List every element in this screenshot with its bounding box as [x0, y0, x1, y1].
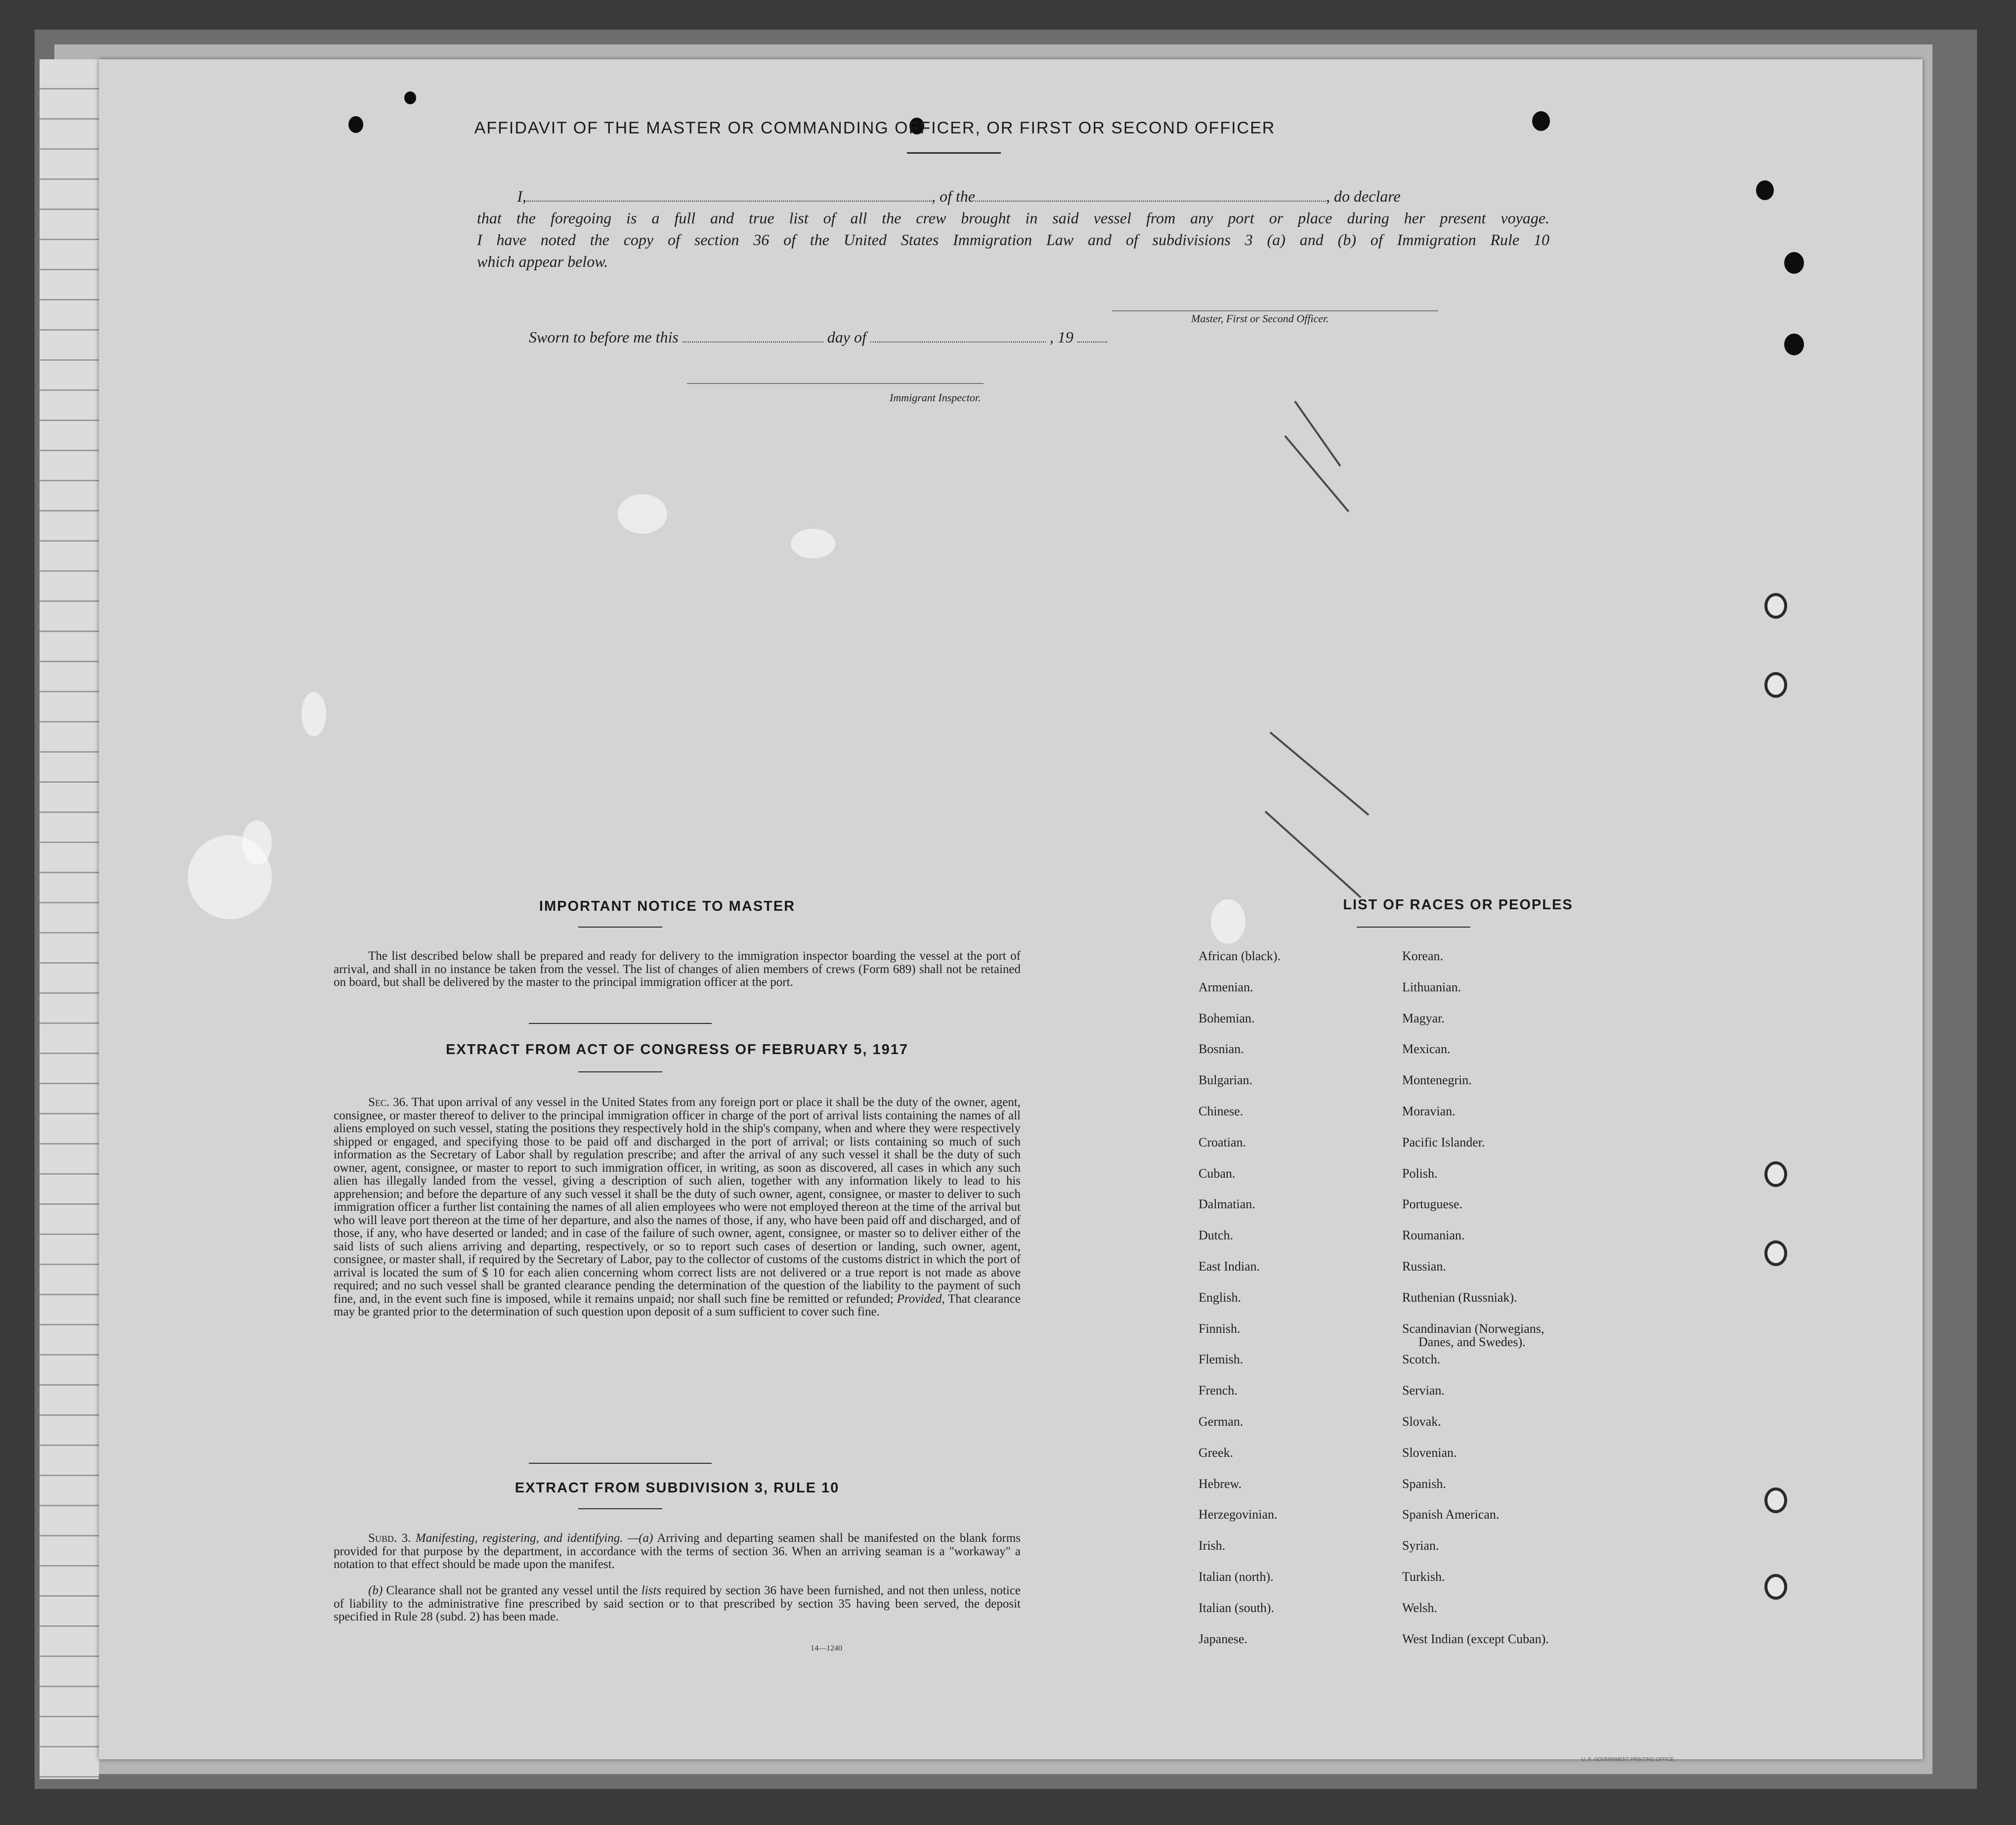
- subd-b-text-2: required by section 36 have been furnished, and not then unless, notice of liability to the administrative fine prescribed by said section or to that prescribed by section 35 having been served, the deposit specified in Rule 28 (subd. 2) has been made.: [334, 1584, 1021, 1623]
- subd-a-text: Arriving and departing seamen shall be manifested on the blank forms provided for that purpose by the department, in accordance with the terms of section 36. When an arriving seaman is a "workaway" a notation to that effect should be made upon the manifest.: [334, 1531, 1021, 1571]
- rule-extract-rule: [578, 1508, 662, 1509]
- notice-text-body: The list described below shall be prepared and ready for delivery to the immigration inspector boarding the vessel at the port of arrival, and shall in no instance be taken from the vessel. The list of changes of alien members of crews (Form 689) shall not be retained on board, but shall be delivered by the master to the principal immigration officer at the port.: [334, 949, 1021, 989]
- water-stain: [618, 494, 667, 534]
- punch-hole-icon: [1532, 111, 1550, 131]
- race-item: Chinese.: [1199, 1104, 1244, 1118]
- race-item: Montenegrin.: [1402, 1073, 1472, 1088]
- race-item: African (black).: [1199, 949, 1281, 963]
- subd-heading: Manifesting, registering, and identifying.: [415, 1531, 623, 1545]
- race-item: Magyar.: [1402, 1011, 1445, 1025]
- sworn-day-of: day of: [827, 328, 866, 346]
- act-extract-rule: [578, 1071, 662, 1072]
- race-item: Spanish American.: [1402, 1507, 1500, 1522]
- inspector-caption: Immigrant Inspector.: [890, 391, 981, 404]
- race-item: Mexican.: [1402, 1042, 1451, 1057]
- race-item: Korean.: [1402, 949, 1444, 963]
- race-item: Dutch.: [1199, 1228, 1234, 1243]
- ledger-strip: [40, 59, 99, 1779]
- sec-36-label: Sec. 36.: [368, 1096, 409, 1109]
- race-item: Slovak.: [1402, 1414, 1441, 1429]
- race-item: Bosnian.: [1199, 1042, 1244, 1057]
- race-item: Welsh.: [1402, 1600, 1437, 1615]
- race-item: Cuban.: [1199, 1166, 1236, 1181]
- race-item: Roumanian.: [1402, 1228, 1465, 1243]
- punch-hole-icon: [1756, 180, 1774, 200]
- race-item: Turkish.: [1402, 1570, 1445, 1584]
- subd-label: Subd. 3.: [368, 1531, 411, 1545]
- race-item: Lithuanian.: [1402, 979, 1461, 994]
- affidavit-of-the-label: , of the: [932, 187, 975, 205]
- race-item: German.: [1199, 1414, 1244, 1429]
- race-item: Pacific Islander.: [1402, 1135, 1485, 1149]
- form-number: 14—1240: [811, 1644, 842, 1653]
- sec-36-end: That clearance may be granted prior to the determination of such question upon deposit of a sum sufficient to cover such fine.: [334, 1292, 1021, 1318]
- race-item: Greek.: [1199, 1445, 1234, 1460]
- race-item: Spanish.: [1402, 1476, 1446, 1491]
- master-caption: Master, First or Second Officer.: [1191, 312, 1329, 325]
- act-divider: [529, 1463, 712, 1464]
- affidavit-i-label: I,: [517, 187, 526, 205]
- race-item: Dalmatian.: [1199, 1197, 1255, 1212]
- sworn-month-field[interactable]: [870, 341, 1046, 342]
- race-item: Hebrew.: [1199, 1476, 1242, 1491]
- notice-divider: [529, 1023, 712, 1024]
- pen-stroke: [1265, 811, 1362, 898]
- act-extract-title: EXTRACT FROM ACT OF CONGRESS OF FEBRUARY 5, 1917: [445, 1042, 909, 1058]
- water-stain: [242, 820, 272, 865]
- sec-36-body: That upon arrival of any vessel in the United States from any foreign port or place it shall be the duty of the owner, agent, consignee, or master thereof to deliver to the principal immigration officer in charge of the port of arrival lists containing the names of all aliens employed on such vessel, stating the positions they respectively hold in the ship's company, when and where they were respectively shipped or engaged, and specifying those to be paid off and discharged in the port of arrival; or lists containing so much of such information as the Secretary of Labor shall by regulation prescribe; and after the arrival of any such vessel it shall be the duty of such owner, agent, consignee, or master to report to such immigration officer, in writing, as soon as discovered, all cases in which any such alien has illegally landed from the vessel, giving a description of such alien, together with any information likely to lead to his apprehension; and before the departure of any such vessel it shall be the duty of such owner, agent, consignee, or master to deliver to such immigration officer a further list containing the names of all alien employees who were not employed thereon at the time of the arrival but who will leave port thereon at the time of her departure, and also the names of those, if any, who have been paid off and discharged, and of those, if any, who have deserted or landed; and in case of the failure of such owner, agent, consignee, or master so to deliver either of the said lists of such aliens arriving and departing, respectively, or so to report such cases of desertion or landing, such owner, agent, consignee, or master shall, if required by the Secretary of Labor, pay to the collector of customs of the customs district in which the port of arrival is located the sum of $ 10 for each alien concerning whom correct lists are not delivered or a true report is not made as above required; and no such vessel shall be granted clearance pending the determination of the question of the liability to the payment of such fine, and, in the event such fine is imposed, while it remains unpaid; nor shall such fine be remitted or refunded;: [334, 1096, 1021, 1306]
- inspector-signature-line[interactable]: [687, 383, 984, 384]
- subd-a-label: —(a): [627, 1531, 653, 1545]
- water-stain: [791, 529, 835, 558]
- races-title: LIST OF RACES OR PEOPLES: [1343, 897, 1573, 913]
- race-item: Italian (north).: [1199, 1570, 1274, 1584]
- printer-imprint: U. S. GOVERNMENT PRINTING OFFICE: [1582, 1757, 1674, 1762]
- subd-b-lists: lists: [641, 1584, 662, 1597]
- ring-reinforcement-icon: [1764, 1574, 1787, 1600]
- race-item: Servian.: [1402, 1383, 1445, 1398]
- race-item: West Indian (except Cuban).: [1402, 1631, 1549, 1646]
- notice-text: [334, 950, 1021, 989]
- subd-b-text-1: Clearance shall not be granted any vessel until the: [386, 1584, 638, 1597]
- race-item: Flemish.: [1199, 1352, 1244, 1367]
- race-item: French.: [1199, 1383, 1238, 1398]
- rule-extract-title: EXTRACT FROM SUBDIVISION 3, RULE 10: [515, 1480, 840, 1496]
- affidavit-title-rule: [907, 152, 1001, 154]
- race-item: Syrian.: [1402, 1538, 1439, 1553]
- affidavit-vessel-field[interactable]: [975, 201, 1326, 202]
- sworn-prefix: Sworn to before me this: [529, 328, 679, 346]
- affidavit-line2: that the foregoing is a full and true list of all the crew brought in said vessel from any port or place during her present voyage.: [477, 209, 1549, 227]
- race-item: Armenian.: [1199, 979, 1253, 994]
- affidavit-name-field[interactable]: [526, 201, 932, 202]
- water-stain: [301, 692, 326, 736]
- race-item: Russian.: [1402, 1259, 1446, 1273]
- race-item: Moravian.: [1402, 1104, 1456, 1118]
- race-item: Scotch.: [1402, 1352, 1441, 1367]
- punch-hole-icon: [1784, 334, 1804, 355]
- sworn-day-field[interactable]: [683, 341, 823, 342]
- notice-title: IMPORTANT NOTICE TO MASTER: [539, 898, 796, 914]
- race-item: English.: [1199, 1290, 1241, 1305]
- punch-hole-icon: [404, 91, 416, 104]
- race-item: Italian (south).: [1199, 1600, 1275, 1615]
- ring-reinforcement-icon: [1764, 1161, 1787, 1187]
- race-item: Croatian.: [1199, 1135, 1246, 1149]
- race-item: Slovenian.: [1402, 1445, 1457, 1460]
- ring-reinforcement-icon: [1764, 672, 1787, 698]
- subd-b-label: (b): [368, 1584, 383, 1597]
- race-item: Bohemian.: [1199, 1011, 1255, 1025]
- race-item: Finnish.: [1199, 1321, 1241, 1336]
- race-item: Irish.: [1199, 1538, 1226, 1553]
- race-item: Japanese.: [1199, 1631, 1247, 1646]
- race-item: Bulgarian.: [1199, 1073, 1253, 1088]
- manifest-back-page: [99, 59, 1923, 1762]
- punch-hole-icon: [348, 116, 363, 133]
- affidavit-title: AFFIDAVIT OF THE MASTER OR COMMANDING OFFICER, OR FIRST OR SECOND OFFICER: [474, 119, 1276, 137]
- race-item: Herzegovinian.: [1199, 1507, 1278, 1522]
- act-extract-text: [334, 1096, 1021, 1319]
- races-title-rule: [1357, 927, 1470, 928]
- race-item: Polish.: [1402, 1166, 1438, 1181]
- affidavit-declare-label: , do declare: [1326, 187, 1401, 205]
- race-item: East Indian.: [1199, 1259, 1260, 1273]
- pen-stroke: [1270, 731, 1370, 815]
- ring-reinforcement-icon: [1764, 593, 1787, 619]
- affidavit-line3: I have noted the copy of section 36 of the United States Immigration Law and of subdivisions 3 (a) and (b) of Immigration Rule 10: [477, 231, 1549, 249]
- race-item-continuation: Danes, and Swedes).: [1418, 1334, 1526, 1349]
- sworn-line: [529, 326, 1270, 348]
- notice-title-rule: [578, 927, 662, 928]
- rule-extract-a: [334, 1532, 1021, 1571]
- race-item: Ruthenian (Russniak).: [1402, 1290, 1517, 1305]
- punch-hole-icon: [1784, 252, 1804, 274]
- sworn-year-field[interactable]: [1077, 341, 1107, 342]
- provided-word: Provided,: [897, 1292, 945, 1306]
- race-item: Scandinavian (Norwegians,: [1402, 1321, 1544, 1336]
- sworn-year: , 19: [1049, 328, 1073, 346]
- ring-reinforcement-icon: [1764, 1487, 1787, 1513]
- affidavit-line4: which appear below.: [477, 253, 608, 270]
- rule-extract-b: [334, 1584, 1021, 1624]
- race-item: Portuguese.: [1402, 1197, 1463, 1212]
- ring-reinforcement-icon: [1764, 1240, 1787, 1266]
- pen-stroke: [1284, 435, 1349, 512]
- affidavit-body: [477, 185, 1549, 272]
